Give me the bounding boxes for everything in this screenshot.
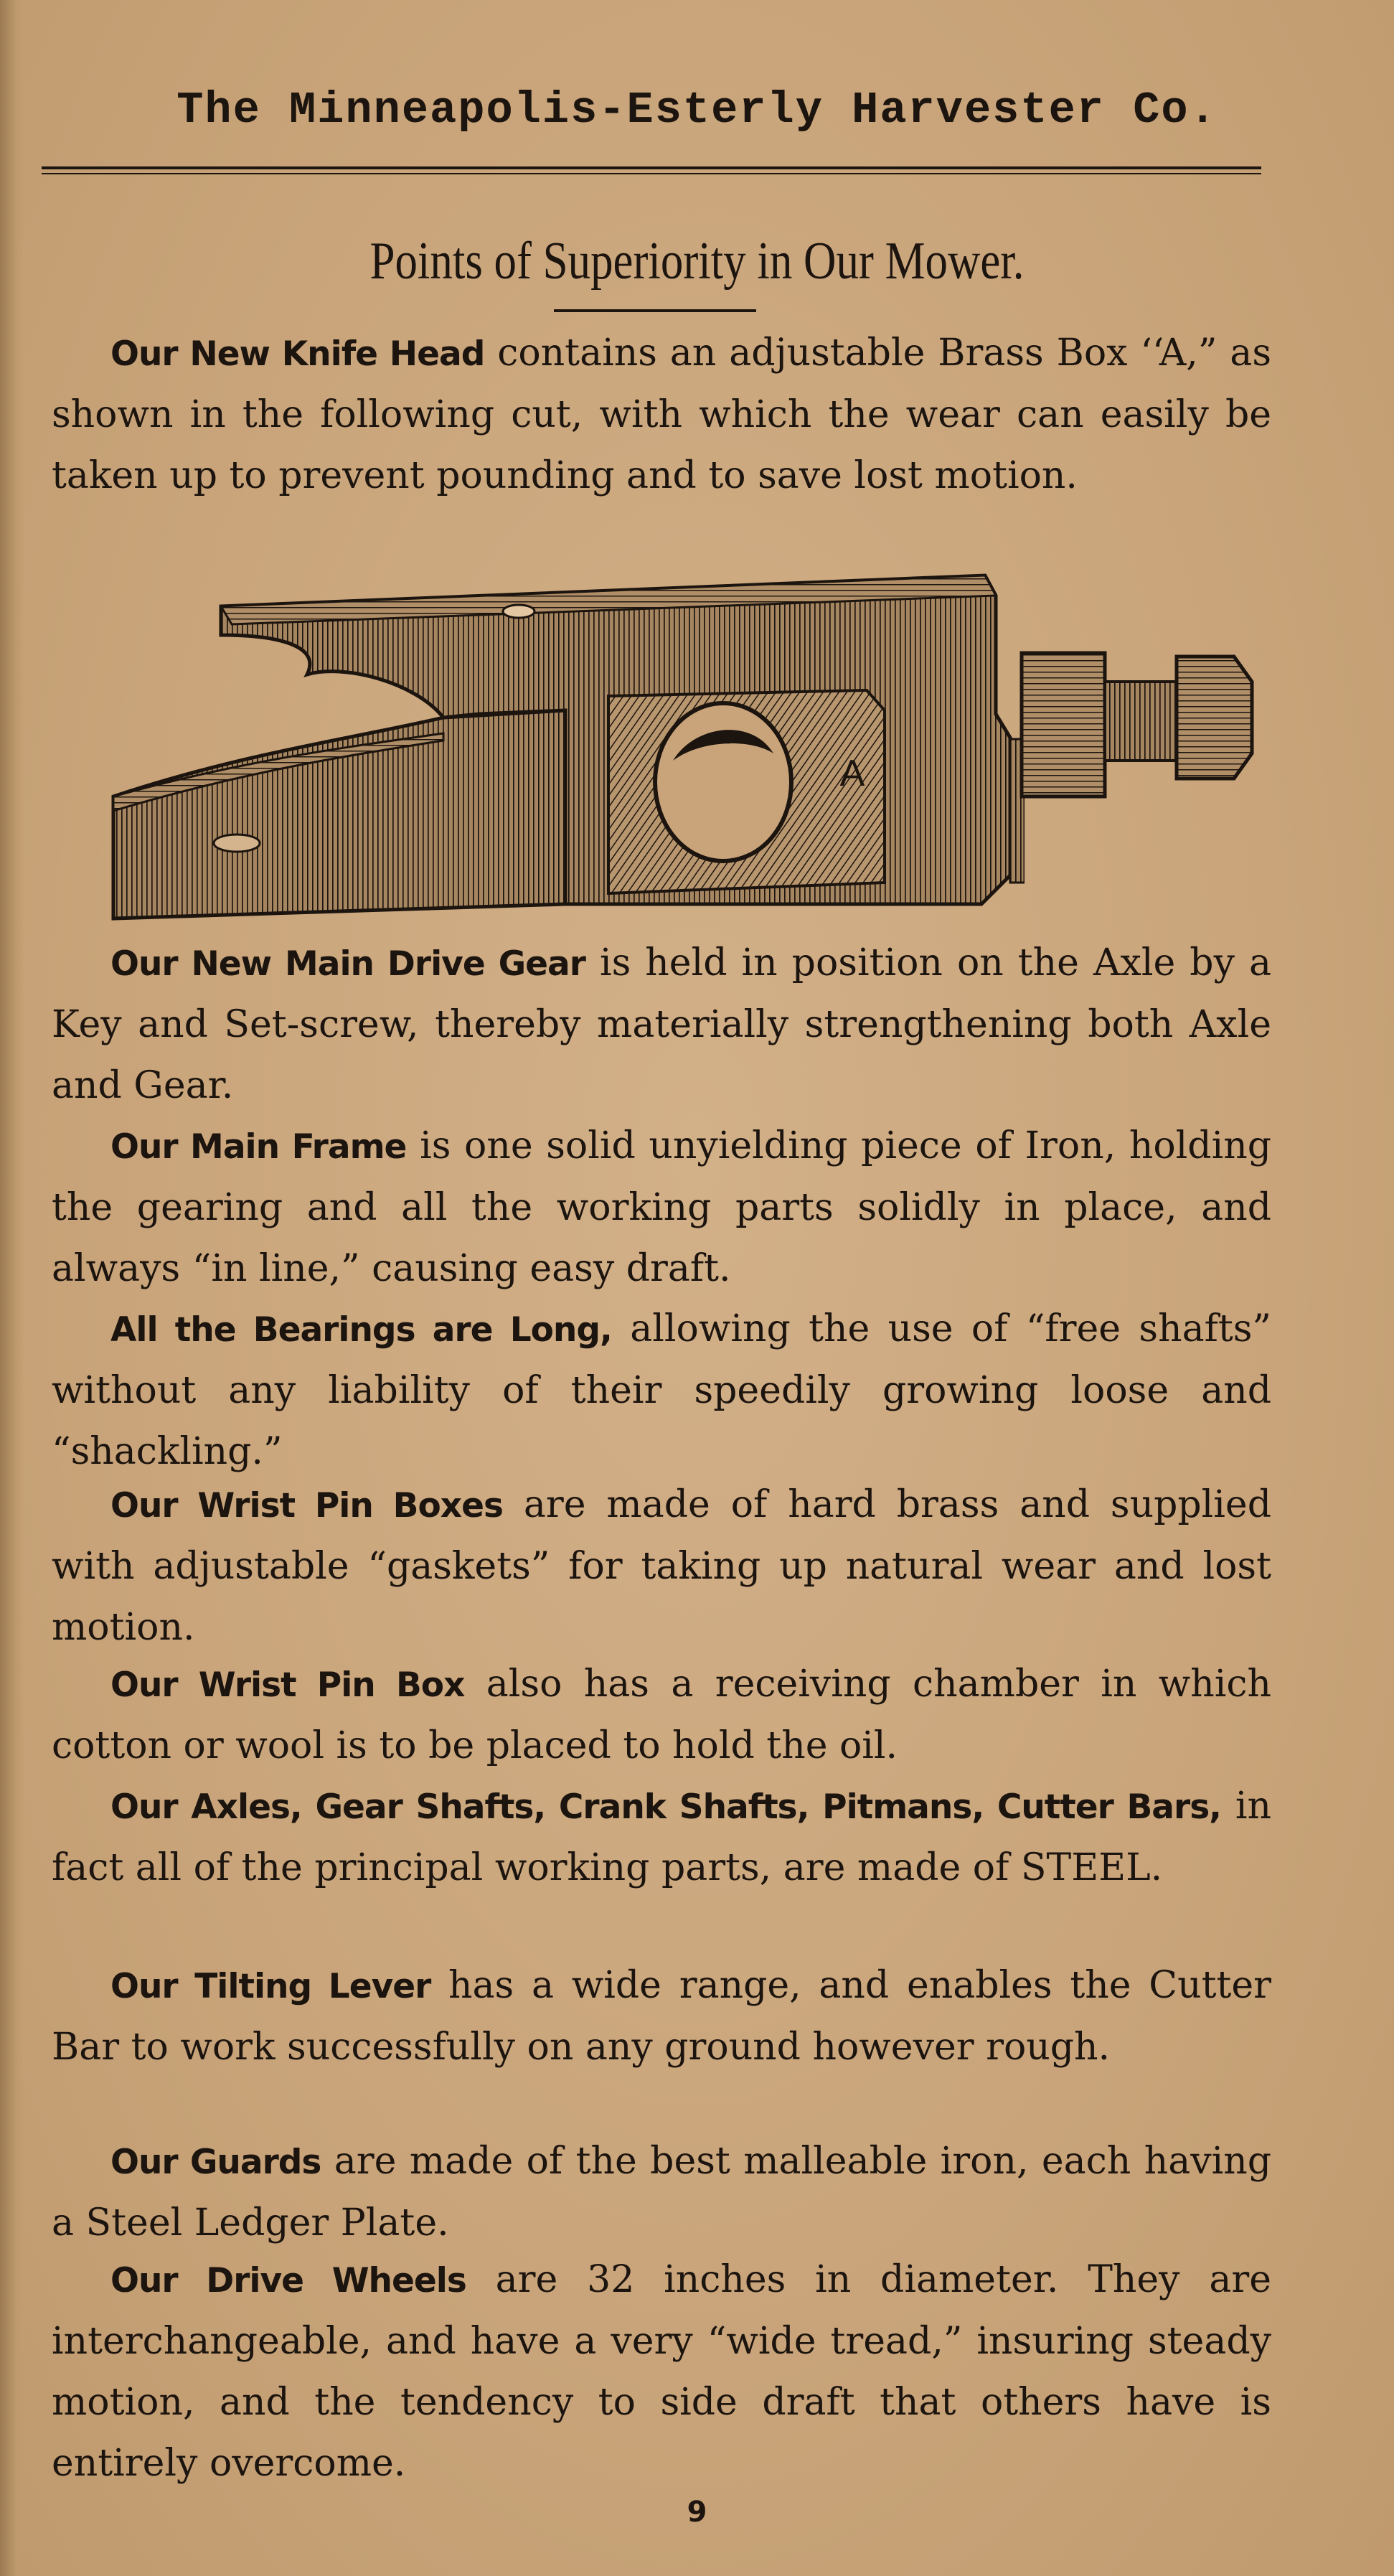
paragraph-lead: All the Bearings are Long, — [110, 1310, 612, 1350]
figure-label-a: A — [839, 753, 865, 794]
header-double-rule — [42, 166, 1261, 169]
bolt-nut-illustration — [1019, 631, 1256, 818]
running-head: The Minneapolis-Esterly Harvester Co. — [176, 85, 1218, 136]
paragraph-text: are made of the best malleable iron, each having a Steel Ledger Plate. — [52, 2140, 1271, 2244]
paragraph-text: allowing the use of “free shafts” without any liability of their speedily growing loose and “shackling.” — [52, 1307, 1271, 1473]
paragraph-lead: Our Wrist Pin Box — [110, 1665, 465, 1705]
paragraph-lead: Our Main Frame — [110, 1127, 407, 1167]
paragraph-lead: Our New Knife Head — [110, 334, 485, 374]
page-spine-shadow — [0, 0, 24, 2576]
paragraph-wrist-pin-boxes — [52, 1475, 1271, 1658]
paragraph-guards — [52, 2131, 1271, 2254]
paragraph-lead: Our New Main Drive Gear — [110, 944, 585, 984]
paragraph-text: contains an adjustable Brass Box ‘‘A,” as shown in the following cut, with which the wear can easily be taken up to prevent pounding and to save lost motion. — [52, 332, 1271, 497]
paragraph-main-frame — [52, 1116, 1271, 1299]
paragraph-bearings — [52, 1299, 1271, 1482]
paragraph-text: also has a receiving chamber in which cotton or wool is to be placed to hold the oil. — [52, 1663, 1271, 1767]
paragraph-drive-wheels — [52, 2250, 1271, 2494]
paragraph-text: are made of hard brass and supplied with adjustable “gaskets” for taking up natural wear and lost motion. — [52, 1483, 1271, 1649]
paragraph-lead: Our Axles, Gear Shafts, Crank Shafts, Pitmans, Cutter Bars, — [110, 1787, 1222, 1827]
knife-head-illustration — [106, 567, 1025, 926]
paragraph-knife-head — [52, 323, 1271, 507]
paragraph-lead: Our Tilting Lever — [110, 1967, 431, 2006]
page-title: Points of Superiority in Our Mower. — [369, 232, 1025, 291]
paragraph-main-drive-gear — [52, 933, 1271, 1117]
page-number: 9 — [687, 2496, 707, 2529]
paragraph-text: are 32 inches in diameter. They are interchangeable, and have a very “wide tread,” insuring steady motion, and the tendency to side draft that others have is entirely overcome. — [52, 2258, 1271, 2485]
paragraph-wrist-pin-box — [52, 1654, 1271, 1777]
paragraph-text: is held in position on the Axle by a Key and Set-screw, thereby materially strengthening both Axle and Gear. — [52, 941, 1271, 1107]
paragraph-lead: Our Guards — [110, 2143, 321, 2182]
paragraph-text: has a wide range, and enables the Cutter Bar to work successfully on any ground however rough. — [52, 1964, 1271, 2069]
title-underline — [554, 309, 756, 312]
paragraph-lead: Our Drive Wheels — [110, 2261, 466, 2300]
paragraph-text: in fact all of the principal working parts, are made of STEEL. — [52, 1785, 1271, 1889]
paragraph-steel-parts — [52, 1776, 1271, 1899]
paragraph-tilting-lever — [52, 1955, 1271, 2078]
paragraph-text: is one solid unyielding piece of Iron, holding the gearing and all the working parts solidly in place, and always “in line,” causing easy draft. — [52, 1124, 1271, 1290]
paragraph-lead: Our Wrist Pin Boxes — [110, 1486, 503, 1526]
